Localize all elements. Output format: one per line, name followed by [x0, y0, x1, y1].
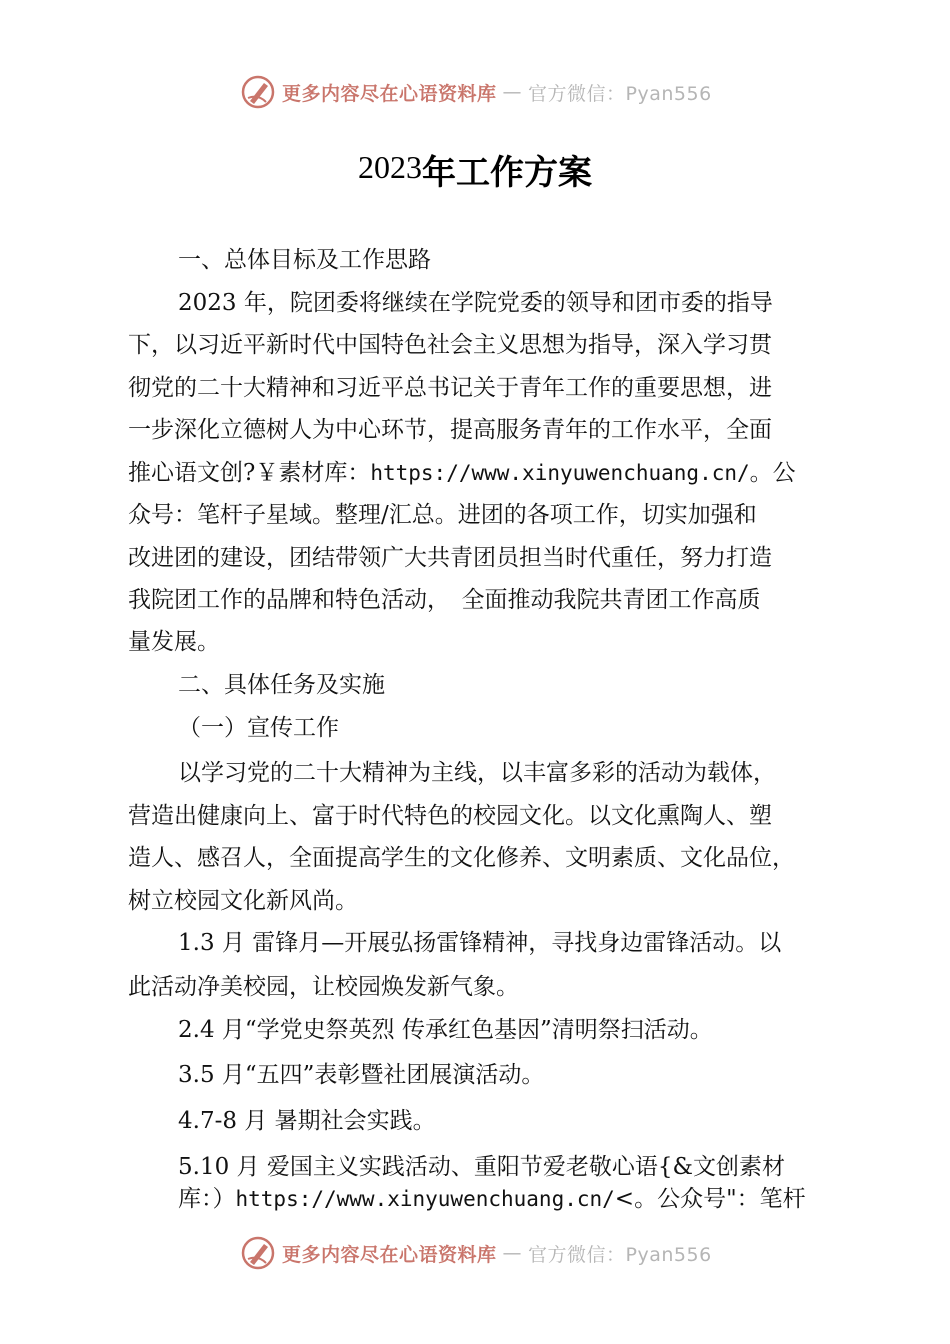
paragraph-line: 树立校园文化新风尚。 — [128, 888, 358, 914]
paragraph-line: 以学习党的二十大精神为主线，以丰富多彩的活动为载体， — [178, 760, 776, 786]
paragraph-text: <。公众号"：笔杆 — [614, 1186, 806, 1212]
paragraph-text: 库：） — [178, 1186, 236, 1212]
list-item: 5.10 月 爱国主义实践活动、重阳节爱老敬心语{&文创素材 — [178, 1154, 785, 1180]
document-title — [0, 145, 950, 194]
watermark-footer — [240, 1233, 712, 1273]
title-text: 年工作方案 — [422, 153, 592, 193]
paragraph-line: 我院团工作的品牌和特色活动， 全面推动我院共青团工作高质 — [128, 587, 761, 613]
pen-logo-icon — [240, 1235, 276, 1271]
list-item: 4.7-8 月 暑期社会实践。 — [178, 1108, 436, 1134]
paragraph-line: 造人、感召人，全面提高学生的文化修养、文明素质、文化品位， — [128, 845, 795, 871]
source-url: https://www.xinyuwenchuang.cn/ — [235, 1187, 615, 1211]
watermark-brand: 更多内容尽在心语资料库 — [282, 82, 497, 105]
list-item-continued: 此活动净美校园，让校园焕发新气象。 — [128, 974, 519, 1000]
list-item-continued — [178, 1184, 848, 1214]
list-item: 1.3 月 雷锋月—开展弘扬雷锋精神，寻找身边雷锋活动。以 — [178, 930, 782, 956]
section-heading-1: 一、总体目标及工作思路 — [178, 247, 431, 273]
paragraph-line: 众号：笔杆子星域。整理/汇总。进团的各项工作，切实加强和 — [128, 502, 757, 528]
paragraph-line: 营造出健康向上、富于时代特色的校园文化。以文化熏陶人、塑 — [128, 803, 772, 829]
paragraph-line: 一步深化立德树人为中心环节，提高服务青年的工作水平，全面 — [128, 417, 772, 443]
watermark-dash: — — [502, 1242, 523, 1264]
list-item: 3.5 月“五四”表彰暨社团展演活动。 — [178, 1062, 545, 1088]
section-heading-2: 二、具体任务及实施 — [178, 672, 385, 698]
paragraph-line — [128, 458, 848, 488]
subsection-heading: （一）宣传工作 — [178, 715, 339, 741]
watermark-dash: — — [502, 81, 523, 103]
paragraph-line: 量发展。 — [128, 629, 220, 655]
paragraph-line: 2023 年，院团委将继续在学院党委的领导和团市委的指导 — [178, 290, 773, 316]
paragraph-line: 下，以习近平新时代中国特色社会主义思想为指导，深入学习贯 — [128, 332, 772, 358]
paragraph-line: 改进团的建设，团结带领广大共青团员担当时代重任，努力打造 — [128, 545, 772, 571]
paragraph-text: 推心语文创?￥素材库： — [128, 460, 371, 486]
watermark-header — [240, 72, 712, 112]
source-url: https://www.xinyuwenchuang.cn/ — [370, 461, 750, 485]
paragraph-text: 。公 — [749, 460, 796, 486]
pen-logo-icon — [240, 74, 276, 110]
watermark-contact: 官方微信：Pyan556 — [528, 1243, 712, 1266]
title-year: 2023 — [358, 149, 422, 185]
paragraph-line: 彻党的二十大精神和习近平总书记关于青年工作的重要思想，进 — [128, 375, 772, 401]
watermark-contact: 官方微信：Pyan556 — [528, 82, 712, 105]
watermark-brand: 更多内容尽在心语资料库 — [282, 1243, 497, 1266]
list-item: 2.4 月“学党史祭英烈 传承红色基因”清明祭扫活动。 — [178, 1017, 713, 1043]
